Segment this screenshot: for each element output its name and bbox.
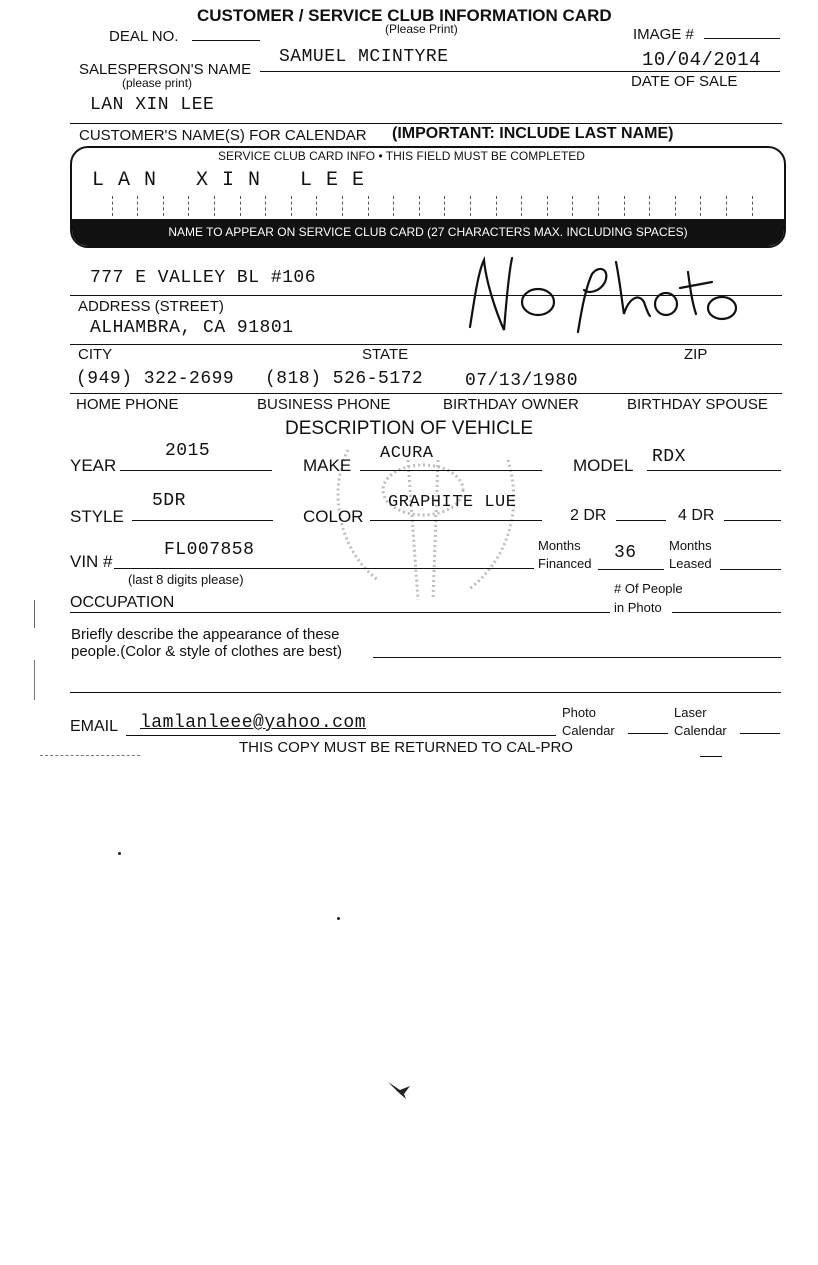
service-club-card-box <box>70 146 786 248</box>
months-financed-label-top: Months <box>538 538 581 553</box>
character-slot-divider <box>188 196 189 216</box>
people-in-photo-label-bottom: in Photo <box>614 600 662 615</box>
character-slot-divider <box>316 196 317 216</box>
birthday-spouse-label: BIRTHDAY SPOUSE <box>627 396 768 413</box>
months-leased-line <box>720 569 781 570</box>
email-value: lamlanleee@yahoo.com <box>140 713 367 733</box>
character-slot-divider <box>470 196 471 216</box>
card-name-value: LAN XIN LEE <box>92 169 379 192</box>
customer-names-label: CUSTOMER'S NAME(S) FOR CALENDAR <box>79 127 367 144</box>
describe-label-line1: Briefly describe the appearance of these <box>71 626 340 643</box>
months-leased-label-top: Months <box>669 538 712 553</box>
character-slot-divider <box>368 196 369 216</box>
image-number-label: IMAGE # <box>633 26 694 43</box>
months-financed-value: 36 <box>614 543 637 563</box>
salesperson-line <box>260 71 780 72</box>
color-value: GRAPHITE LUE <box>388 493 517 512</box>
image-number-line <box>704 38 780 39</box>
date-of-sale-value: 10/04/2014 <box>642 49 762 71</box>
two-door-label: 2 DR <box>570 507 607 524</box>
character-slot-divider <box>393 196 394 216</box>
character-slot-divider <box>163 196 164 216</box>
scan-edge-mark-left <box>34 600 35 628</box>
character-slot-divider <box>572 196 573 216</box>
city-line <box>70 344 782 345</box>
email-label: EMAIL <box>70 718 119 735</box>
character-slot-divider <box>752 196 753 216</box>
vin-value: FL007858 <box>164 540 255 560</box>
character-slot-divider <box>649 196 650 216</box>
character-slot-divider <box>726 196 727 216</box>
laser-calendar-line <box>740 733 780 734</box>
please-print-note: (Please Print) <box>385 22 458 36</box>
scan-edge-dash <box>40 755 140 756</box>
birthday-owner-label: BIRTHDAY OWNER <box>443 396 579 413</box>
laser-calendar-label: Calendar <box>674 723 727 738</box>
scan-edge-mark-left-2 <box>34 660 35 700</box>
character-slot-divider <box>598 196 599 216</box>
character-slot-divider <box>214 196 215 216</box>
character-slot-divider <box>342 196 343 216</box>
no-photo-text: No photo <box>460 252 465 253</box>
phone-line <box>70 393 782 394</box>
character-slot-divider <box>700 196 701 216</box>
months-leased-label-bottom: Leased <box>669 556 712 571</box>
occupation-line <box>70 612 610 613</box>
vin-line <box>114 568 534 569</box>
vin-label: VIN # <box>70 552 113 571</box>
character-slot-divider <box>521 196 522 216</box>
character-slot-divider <box>240 196 241 216</box>
four-door-line <box>724 520 781 521</box>
character-slot-divider <box>444 196 445 216</box>
city-value: ALHAMBRA, CA 91801 <box>90 318 294 338</box>
character-slot-divider <box>137 196 138 216</box>
salesperson-label: SALESPERSON'S NAME <box>79 61 252 78</box>
return-note: THIS COPY MUST BE RETURNED TO CAL-PRO <box>239 739 573 756</box>
service-card-info-label: SERVICE CLUB CARD INFO • THIS FIELD MUST BE COMPLETED <box>218 149 585 163</box>
character-slot-divider <box>265 196 266 216</box>
form-title: CUSTOMER / SERVICE CLUB INFORMATION CARD <box>197 6 612 25</box>
year-value: 2015 <box>165 441 211 461</box>
months-financed-label-bottom: Financed <box>538 556 592 571</box>
city-label: CITY <box>78 346 113 363</box>
describe-line-2 <box>70 692 781 693</box>
deal-no-line <box>192 40 260 41</box>
character-slot-divider <box>291 196 292 216</box>
make-label: MAKE <box>303 456 352 475</box>
date-of-sale-label: DATE OF SALE <box>631 73 738 90</box>
four-door-label: 4 DR <box>678 507 715 524</box>
vehicle-heading: DESCRIPTION OF VEHICLE <box>285 418 534 439</box>
people-in-photo-line <box>672 612 781 613</box>
deal-no-label: DEAL NO. <box>109 28 179 45</box>
business-phone-value: (818) 526-5172 <box>265 369 424 389</box>
year-line <box>120 470 272 471</box>
card-name-bar: NAME TO APPEAR ON SERVICE CLUB CARD (27 CHARACTERS MAX. INCLUDING SPACES) <box>72 219 784 246</box>
state-label: STATE <box>362 346 409 363</box>
home-phone-value: (949) 322-2699 <box>76 369 235 389</box>
address-value: 777 E VALLEY BL #106 <box>90 268 317 288</box>
people-in-photo-label-top: # Of People <box>614 581 683 596</box>
model-line <box>647 470 781 471</box>
style-value: 5DR <box>152 491 186 511</box>
model-value: RDX <box>652 447 686 467</box>
laser-label: Laser <box>674 705 707 720</box>
character-slot-divider <box>112 196 113 216</box>
character-slot-divider <box>419 196 420 216</box>
model-label: MODEL <box>573 456 634 475</box>
make-line <box>360 470 542 471</box>
photo-calendar-line <box>628 733 668 734</box>
salesperson-value: SAMUEL MCINTYRE <box>279 47 449 67</box>
character-slot-divider <box>624 196 625 216</box>
return-line <box>700 756 722 757</box>
important-note: (IMPORTANT: INCLUDE LAST NAME) <box>392 125 674 142</box>
character-slot-divider <box>496 196 497 216</box>
months-financed-line <box>598 569 664 570</box>
photo-label: Photo <box>562 705 596 720</box>
salesperson-sub-label: (please print) <box>122 76 193 90</box>
character-slot-divider <box>547 196 548 216</box>
zip-label: ZIP <box>684 346 708 363</box>
describe-line-1 <box>373 657 781 658</box>
home-phone-label: HOME PHONE <box>76 396 179 413</box>
year-label: YEAR <box>70 456 117 475</box>
character-slot-divider <box>675 196 676 216</box>
customer-name-line <box>70 123 782 124</box>
email-line <box>126 735 556 736</box>
style-line <box>132 520 273 521</box>
scan-speck <box>337 917 340 920</box>
birthday-owner-value: 07/13/1980 <box>465 371 579 391</box>
scan-speck <box>118 852 121 855</box>
color-label: COLOR <box>303 507 364 526</box>
address-label: ADDRESS (STREET) <box>78 298 224 315</box>
scan-blot <box>386 1078 412 1100</box>
vin-sub-label: (last 8 digits please) <box>128 572 244 587</box>
make-value: ACURA <box>380 444 434 463</box>
style-label: STYLE <box>70 507 124 526</box>
two-door-line <box>616 520 666 521</box>
occupation-label: OCCUPATION <box>70 594 175 611</box>
describe-label-line2: people.(Color & style of clothes are best) <box>71 643 342 660</box>
color-line <box>370 520 542 521</box>
business-phone-label: BUSINESS PHONE <box>257 396 391 413</box>
customer-name-handwritten: LAN XIN LEE <box>90 95 215 115</box>
photo-calendar-label: Calendar <box>562 723 615 738</box>
no-photo-handwriting <box>460 252 750 342</box>
